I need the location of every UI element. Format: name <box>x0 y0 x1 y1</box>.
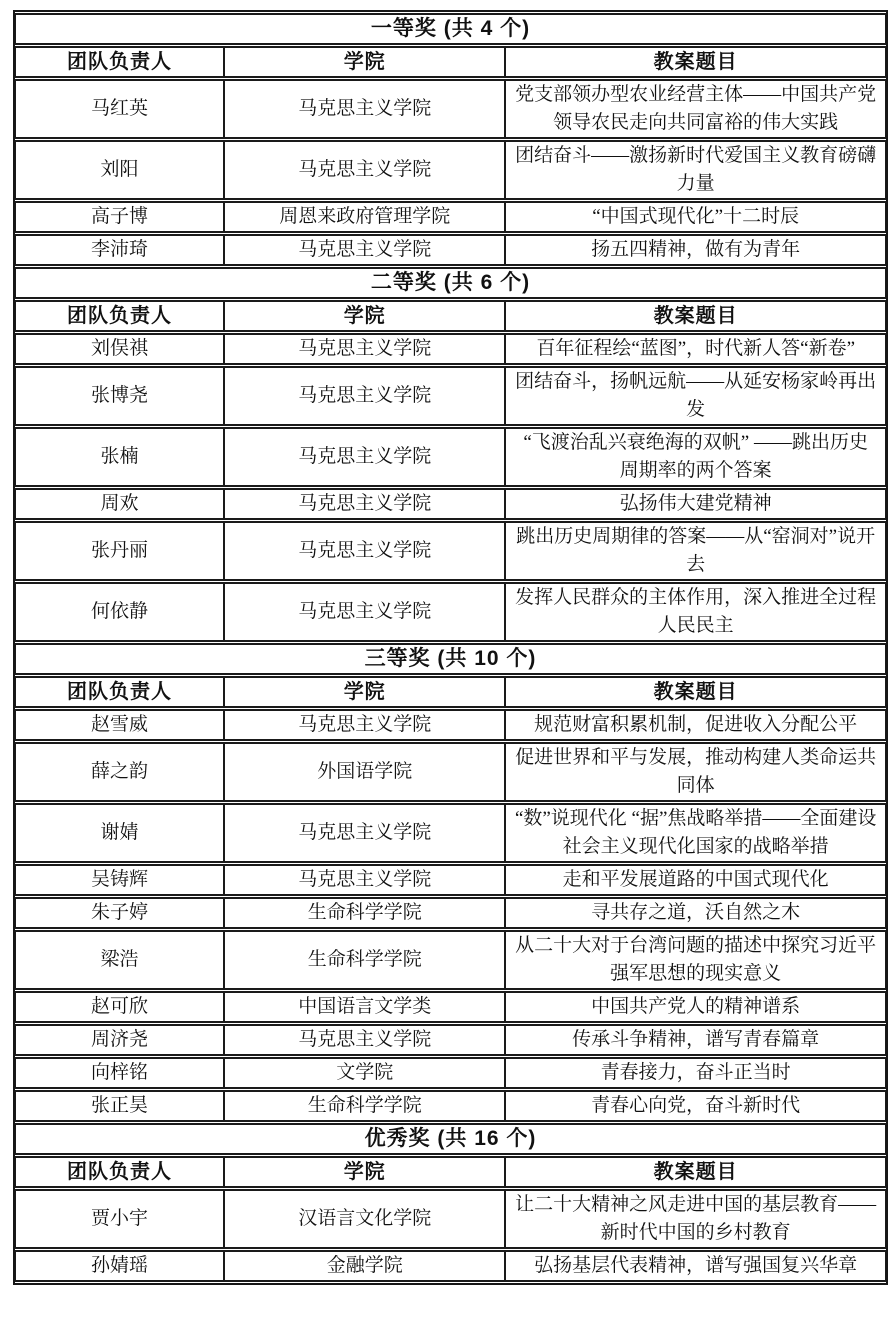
column-header-row <box>15 1156 886 1188</box>
leader-cell: 朱子婷 <box>15 897 224 929</box>
leader-cell: 谢婧 <box>15 803 224 863</box>
table-row <box>15 140 886 200</box>
column-header-row <box>15 676 886 708</box>
column-header-lesson-title: 教案题目 <box>505 300 886 332</box>
college-cell: 马克思主义学院 <box>224 333 505 365</box>
college-cell: 马克思主义学院 <box>224 140 505 200</box>
lesson-title-cell: “中国式现代化”十二时辰 <box>505 201 886 233</box>
lesson-title-cell: 让二十大精神之风走进中国的基层教育——新时代中国的乡村教育 <box>505 1189 886 1249</box>
table-row <box>15 1090 886 1122</box>
leader-cell: 周济尧 <box>15 1024 224 1056</box>
college-cell: 外国语学院 <box>224 742 505 802</box>
college-cell: 马克思主义学院 <box>224 803 505 863</box>
table-row <box>15 488 886 520</box>
leader-cell: 何依静 <box>15 582 224 642</box>
leader-cell: 张丹丽 <box>15 521 224 581</box>
table-row <box>15 803 886 863</box>
column-header-lesson-title: 教案题目 <box>505 46 886 78</box>
lesson-title-cell: “飞渡治乱兴衰绝海的双帆” ——跳出历史周期率的两个答案 <box>505 427 886 487</box>
leader-cell: 刘阳 <box>15 140 224 200</box>
awards-table-border <box>13 10 888 1285</box>
awards-table-body <box>15 13 886 1282</box>
table-row <box>15 333 886 365</box>
section-title-row <box>15 13 886 45</box>
column-header-college: 学院 <box>224 46 505 78</box>
lesson-title-cell: 规范财富积累机制，促进收入分配公平 <box>505 709 886 741</box>
college-cell: 马克思主义学院 <box>224 1024 505 1056</box>
table-row <box>15 521 886 581</box>
college-cell: 汉语言文化学院 <box>224 1189 505 1249</box>
table-row <box>15 234 886 266</box>
table-row <box>15 1024 886 1056</box>
leader-cell: 向梓铭 <box>15 1057 224 1089</box>
leader-cell: 周欢 <box>15 488 224 520</box>
lesson-title-cell: 传承斗争精神，谱写青春篇章 <box>505 1024 886 1056</box>
column-header-leader: 团队负责人 <box>15 1156 224 1188</box>
leader-cell: 赵雪威 <box>15 709 224 741</box>
column-header-lesson-title: 教案题目 <box>505 676 886 708</box>
table-row <box>15 79 886 139</box>
column-header-row <box>15 300 886 332</box>
table-row <box>15 991 886 1023</box>
table-row <box>15 582 886 642</box>
table-row <box>15 930 886 990</box>
table-row <box>15 366 886 426</box>
lesson-title-cell: 寻共存之道，沃自然之木 <box>505 897 886 929</box>
table-row <box>15 1250 886 1282</box>
lesson-title-cell: 党支部领办型农业经营主体——中国共产党领导农民走向共同富裕的伟大实践 <box>505 79 886 139</box>
column-header-college: 学院 <box>224 676 505 708</box>
leader-cell: 赵可欣 <box>15 991 224 1023</box>
table-row <box>15 742 886 802</box>
lesson-title-cell: 发挥人民群众的主体作用，深入推进全过程人民民主 <box>505 582 886 642</box>
college-cell: 金融学院 <box>224 1250 505 1282</box>
section-title: 一等奖 (共 4 个) <box>15 13 886 45</box>
lesson-title-cell: 青春接力，奋斗正当时 <box>505 1057 886 1089</box>
lesson-title-cell: 弘扬基层代表精神，谱写强国复兴华章 <box>505 1250 886 1282</box>
column-header-leader: 团队负责人 <box>15 300 224 332</box>
leader-cell: 高子博 <box>15 201 224 233</box>
column-header-college: 学院 <box>224 1156 505 1188</box>
college-cell: 马克思主义学院 <box>224 79 505 139</box>
table-row <box>15 709 886 741</box>
lesson-title-cell: 跳出历史周期律的答案——从“窑洞对”说开去 <box>505 521 886 581</box>
table-row <box>15 427 886 487</box>
leader-cell: 张正昊 <box>15 1090 224 1122</box>
lesson-title-cell: 青春心向党，奋斗新时代 <box>505 1090 886 1122</box>
leader-cell: 李沛琦 <box>15 234 224 266</box>
column-header-lesson-title: 教案题目 <box>505 1156 886 1188</box>
lesson-title-cell: 走和平发展道路的中国式现代化 <box>505 864 886 896</box>
column-header-leader: 团队负责人 <box>15 46 224 78</box>
lesson-title-cell: 扬五四精神，做有为青年 <box>505 234 886 266</box>
lesson-title-cell: 百年征程绘“蓝图”，时代新人答“新卷” <box>505 333 886 365</box>
table-row <box>15 1189 886 1249</box>
table-row <box>15 864 886 896</box>
college-cell: 中国语言文学类 <box>224 991 505 1023</box>
leader-cell: 马红英 <box>15 79 224 139</box>
leader-cell: 张楠 <box>15 427 224 487</box>
table-row <box>15 897 886 929</box>
college-cell: 生命科学学院 <box>224 1090 505 1122</box>
college-cell: 文学院 <box>224 1057 505 1089</box>
table-row <box>15 201 886 233</box>
lesson-title-cell: 从二十大对于台湾问题的描述中探究习近平强军思想的现实意义 <box>505 930 886 990</box>
lesson-title-cell: 弘扬伟大建党精神 <box>505 488 886 520</box>
lesson-title-cell: 团结奋斗——激扬新时代爱国主义教育磅礴力量 <box>505 140 886 200</box>
lesson-title-cell: “数”说现代化 “据”焦战略举措——全面建设社会主义现代化国家的战略举措 <box>505 803 886 863</box>
leader-cell: 吴铸辉 <box>15 864 224 896</box>
leader-cell: 孙婧瑶 <box>15 1250 224 1282</box>
college-cell: 马克思主义学院 <box>224 234 505 266</box>
college-cell: 马克思主义学院 <box>224 864 505 896</box>
college-cell: 马克思主义学院 <box>224 427 505 487</box>
leader-cell: 贾小宇 <box>15 1189 224 1249</box>
leader-cell: 张博尧 <box>15 366 224 426</box>
section-title: 优秀奖 (共 16 个) <box>15 1123 886 1155</box>
section-title: 二等奖 (共 6 个) <box>15 267 886 299</box>
college-cell: 马克思主义学院 <box>224 709 505 741</box>
college-cell: 生命科学学院 <box>224 897 505 929</box>
college-cell: 周恩来政府管理学院 <box>224 201 505 233</box>
column-header-college: 学院 <box>224 300 505 332</box>
awards-table <box>15 12 886 1283</box>
section-title-row <box>15 267 886 299</box>
leader-cell: 刘俣祺 <box>15 333 224 365</box>
leader-cell: 薛之韵 <box>15 742 224 802</box>
lesson-title-cell: 中国共产党人的精神谱系 <box>505 991 886 1023</box>
college-cell: 马克思主义学院 <box>224 488 505 520</box>
college-cell: 生命科学学院 <box>224 930 505 990</box>
lesson-title-cell: 团结奋斗，扬帆远航——从延安杨家岭再出发 <box>505 366 886 426</box>
college-cell: 马克思主义学院 <box>224 582 505 642</box>
column-header-row <box>15 46 886 78</box>
college-cell: 马克思主义学院 <box>224 366 505 426</box>
lesson-title-cell: 促进世界和平与发展，推动构建人类命运共同体 <box>505 742 886 802</box>
column-header-leader: 团队负责人 <box>15 676 224 708</box>
section-title-row <box>15 643 886 675</box>
leader-cell: 梁浩 <box>15 930 224 990</box>
table-row <box>15 1057 886 1089</box>
section-title-row <box>15 1123 886 1155</box>
college-cell: 马克思主义学院 <box>224 521 505 581</box>
section-title: 三等奖 (共 10 个) <box>15 643 886 675</box>
